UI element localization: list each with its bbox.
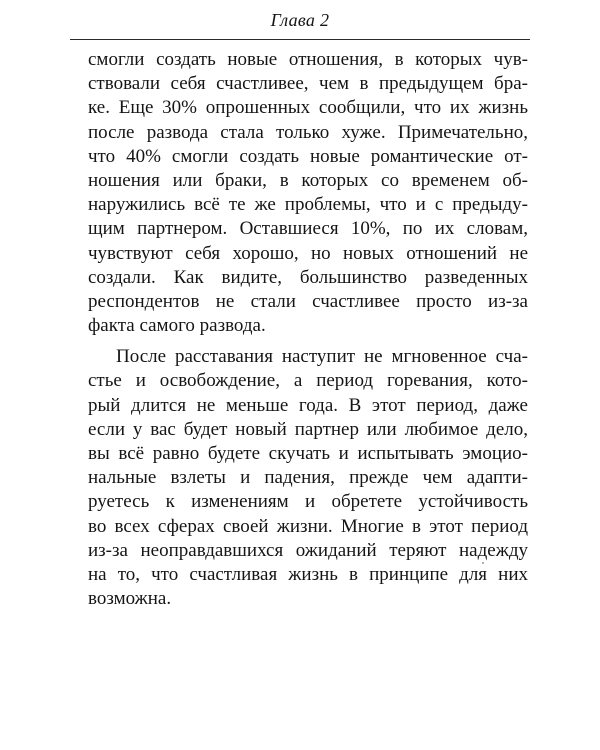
text-line: вы всё равно будете скучать и испытывать эмоцио- — [88, 443, 528, 464]
text-line: если у вас будет новый партнер или любимое дело, — [88, 418, 528, 440]
text-line: во всех сферах своей жизни. Многие в этот период — [88, 515, 528, 537]
text-line: После расставания наступит не мгновенное сча- — [116, 346, 528, 368]
text-line: что 40% смогли создать новые романтические от- — [88, 145, 528, 167]
text-line: возможна. — [88, 588, 172, 610]
text-line: щим партнером. Оставшиеся 10%, по их словам, — [88, 218, 528, 240]
text-line: чувствуют себя хорошо, но новых отношений не — [88, 242, 528, 264]
text-line: на то, что счастливая жизнь в принципе для них — [88, 563, 528, 585]
text-line: стье и освобождение, а период горевания, кото- — [88, 370, 528, 392]
chapter-title: Глава 2 — [270, 10, 330, 30]
header-rule — [70, 39, 530, 40]
paragraph-2 — [88, 345, 528, 611]
text-line: руетесь к изменениям и обретете устойчивость — [88, 491, 528, 513]
text-line: наружились всё те же проблемы, что и с предыду- — [88, 194, 528, 216]
print-speck — [482, 562, 484, 564]
text-line: ствовали себя счастливее, чем в предыдущем бра- — [88, 73, 528, 95]
text-line: респондентов не стали счастливее просто из-за — [88, 290, 528, 312]
text-line: создали. Как видите, большинство разведенных — [88, 266, 528, 288]
text-line: ношения или браки, в которых со временем об- — [88, 169, 528, 191]
running-header — [70, 4, 530, 40]
text-line: рый длится не меньше года. В этот период, даже — [88, 394, 528, 416]
text-line: ке. Еще 30% опрошенных сообщили, что их жизнь — [88, 97, 528, 119]
paragraph-1 — [88, 48, 528, 338]
text-line: смогли создать новые отношения, в которых чув- — [88, 49, 528, 70]
text-line: из-за неоправдавшихся ожиданий теряют надежду — [88, 539, 528, 561]
body-text — [88, 48, 528, 611]
text-line: после развода стала только хуже. Примечательно, — [88, 121, 528, 143]
text-line: нальные взлеты и падения, прежде чем адапти- — [88, 467, 528, 489]
text-line: факта самого развода. — [88, 315, 266, 337]
